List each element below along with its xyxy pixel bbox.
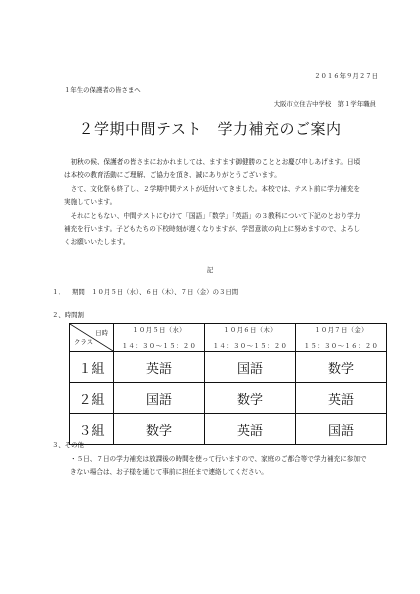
document-title: ２学期中間テスト 学力補充のご案内 [78,120,342,138]
schedule-table [69,323,387,445]
ki-heading: 記 [206,266,214,274]
corner-class-label: クラス [74,338,93,346]
schedule-column-header [296,324,387,352]
subject-cell: 国語 [114,383,205,414]
details-paragraph: それにともない、中間テストにむけて「国語」「数学」「英語」の３教科について下記のとおり学力補充を行います。子どもたちの下校時刻が遅くなりますが、学習意欲の向上に努めますので、よろしくお願いいたします。 [64,212,361,247]
subject-cell: 数学 [296,352,387,383]
schedule-column-header [205,324,296,352]
recipient-line: １年生の保護者の皆さまへ [64,86,141,94]
subject-cell: 数学 [205,383,296,414]
column-time: １５：３０～１６：２０ [303,342,379,350]
schedule-row [70,383,387,414]
corner-date-label: 日時 [95,329,108,337]
column-time: １４：３０～１５：２０ [121,342,197,350]
column-date: １０月５日（水） [132,326,186,334]
item1-period-text: 期間 １０月５日（水）、６日（木）、７日（金）の３日間 [72,288,239,296]
schedule-corner-cell [70,324,114,352]
subject-cell: 英語 [205,414,296,445]
item3-label: ３、その他 [52,441,84,449]
sender-line: 大阪市立住吉中学校 第１学年職員 [273,100,376,108]
greeting-paragraph: 初秋の候、保護者の皆さまにおかれましては、ますます御健勝のこととお慶び申しあげます。日頃は本校の教育活動にご理解、ご協力を頂き、誠にありがとうございます。 [64,158,361,180]
column-date: １０月７日（金） [314,326,368,334]
subject-cell: 英語 [114,352,205,383]
schedule-row [70,352,387,383]
class-cell: ３組 [70,414,114,445]
other-note: ・５日、７日の学力補充は放課後の時間を使って行いますので、家庭のご都合等で学力補充に参加できない場合は、お子様を通じて事前に担任まで連絡してください。 [70,455,367,477]
column-date: １０月６日（木） [223,326,277,334]
document-date: ２０１６年９月２７日 [314,72,378,80]
class-cell: ２組 [70,383,114,414]
schedule-row [70,414,387,445]
class-cell: １組 [70,352,114,383]
item1-label: １． [52,288,65,296]
column-time: １４：３０～１５：２０ [212,342,288,350]
subject-cell: 国語 [205,352,296,383]
item2-label: ２、時間割 [52,311,84,319]
subject-cell: 国語 [296,414,387,445]
schedule-header-row [70,324,387,352]
schedule-column-header [114,324,205,352]
intro-paragraph: さて、文化祭も終了し、２学期中間テストが近付いてきました。本校では、テスト前に学力補充を実施しています。 [64,185,361,207]
subject-cell: 数学 [114,414,205,445]
subject-cell: 英語 [296,383,387,414]
